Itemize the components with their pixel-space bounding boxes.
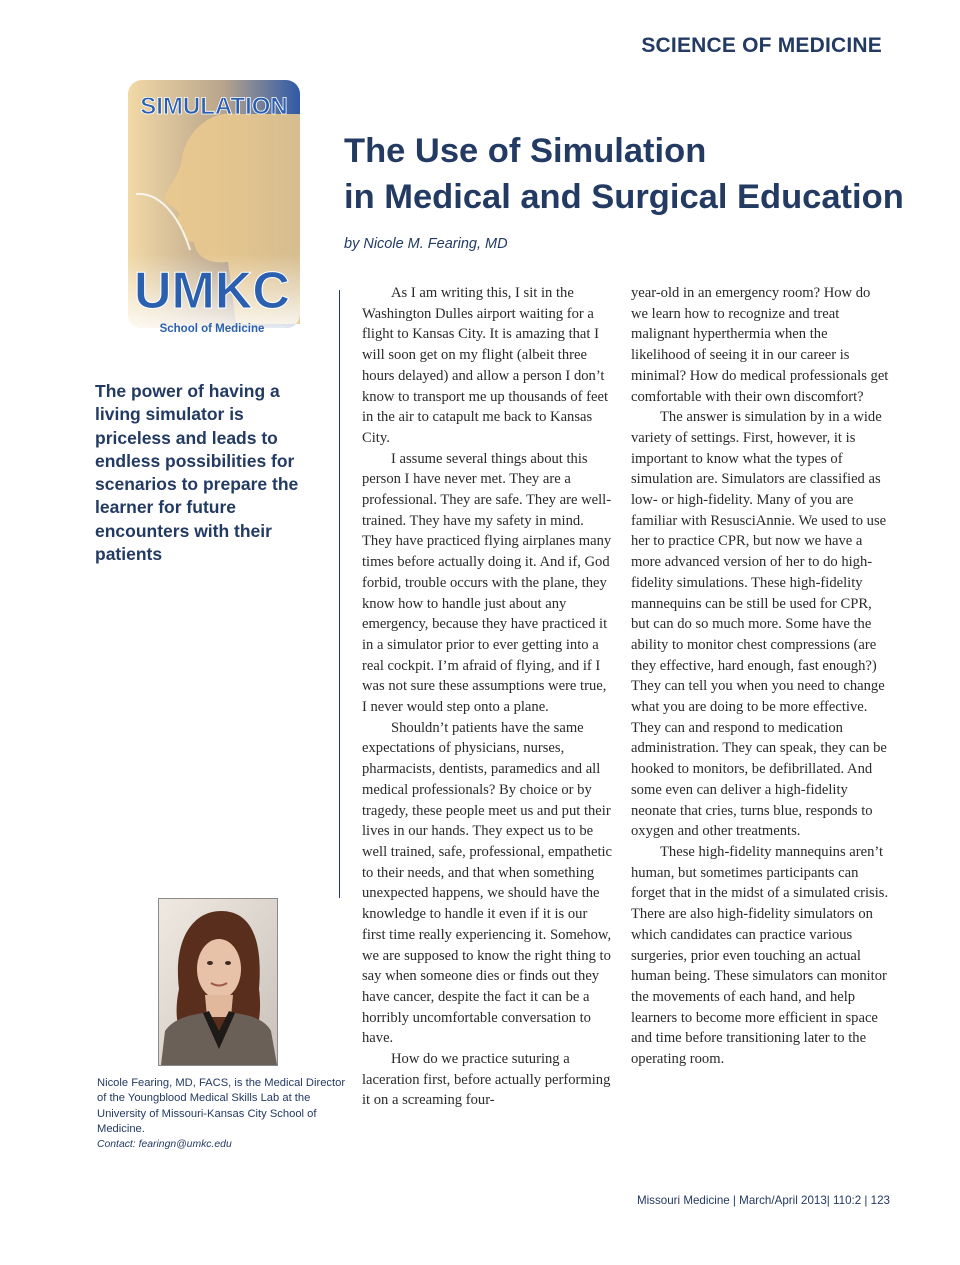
article-title (344, 128, 944, 220)
body-column-1 (362, 283, 614, 1111)
logo-simulation-text: SIMULATION (140, 93, 288, 120)
page-footer: Missouri Medicine | March/April 2013| 110:2 | 123 (636, 1194, 890, 1207)
author-contact: Contact: fearingn@umkc.edu (97, 1139, 232, 1151)
column-divider (339, 290, 340, 898)
paragraph: These high-fidelity mannequins aren’t human, but sometimes participants can forget that in the midst of a simulated crisis. There are also high-fidelity simulators on which candidates can practice various surgeries, prior even touching an actual human being. These simulators can monitor the movements of each hand, and help learners to become more efficient in space and time before transitioning later to the operating room. (631, 843, 889, 1068)
logo-umkc-text: UMKC (134, 262, 290, 320)
byline: by Nicole M. Fearing, MD (344, 236, 508, 252)
paragraph: How do we practice suturing a laceration first, before actually performing it on a screaming four- (362, 1051, 611, 1109)
section-heading: SCIENCE OF MEDICINE (641, 34, 882, 57)
title-line-2: in Medical and Surgical Education (344, 178, 904, 216)
author-bio-text: Nicole Fearing, MD, FACS, is the Medical Director of the Youngblood Medical Skills Lab at the University of Missouri-Kansas City School of Medicine. (97, 1077, 346, 1135)
paragraph: Shouldn’t patients have the same expectations of physicians, nurses, pharmacists, dentists, paramedics and all medical professionals? By choice or by tragedy, these people meet us and put their lives in our hands. They expect us to be well trained, safe, professional, empathetic to their needs, and that when something unexpected happens, we should have the knowledge to handle it even if it is our first time really experiencing it. Somehow, we are supposed to know the right thing to say when someone dies or finds out they have cancer, despite the fact it can be a horribly uncomfortable conversation to have. (362, 719, 613, 1047)
author-photo (158, 898, 278, 1066)
title-line-1: The Use of Simulation (344, 132, 707, 170)
simulation-logo (124, 74, 304, 342)
paragraph: As I am writing this, I sit in the Washington Dulles airport waiting for a flight to Kansas City. It is amazing that I will soon get on my flight (albeit three hours delayed) and allow a person I don’t know to transport me up thousands of feet in the air to catapult me back to Kansas City. (362, 285, 609, 446)
body-column-2 (631, 283, 889, 1070)
paragraph: year-old in an emergency room? How do we learn how to recognize and treat malignant hyperthermia when the likelihood of seeing it in our career is minimal? How do medical professionals get comfortable with their own discomfort? (631, 285, 889, 405)
author-bio (97, 1076, 347, 1152)
pull-quote: The power of having a living simulator is priceless and leads to endless possibilities for scenarios to prepare the learner for future encounters with their patients (95, 381, 299, 565)
paragraph: I assume several things about this person I have never met. They are a professional. They are safe. They are well-trained. They have my safety in mind. They have practiced flying airplanes many times before actually doing it. And if, God forbid, trouble occurs with the plane, they know how to handle just about any emergency, because they have practiced it in a simulator prior to ever getting into a real cockpit. I’m afraid of flying, and if I was not sure these assumptions were true, I never would step onto a plane. (362, 450, 612, 716)
logo-school-text: School of Medicine (159, 323, 265, 335)
paragraph: The answer is simulation by in a wide variety of settings. First, however, it is important to know what the types of simulation are. Simulators are classified as low- or high-fidelity. Many of you are familiar with ResusciAnnie. We used to use her to practice CPR, but now we have a more advanced version of her to do high-fidelity simulations. These high-fidelity mannequins can be still be used for CPR, but can do so much more. Some have the ability to monitor chest compressions (are they effective, hard enough, fast enough?) They can tell you when you need to change what you are doing to be more effective. They can and respond to medication administration. They can speak, they can be hooked to monitors, be defibrillated. And some even can deliver a high-fidelity neonate that cries, turns blue, responds to oxygen and other treatments. (631, 409, 887, 840)
